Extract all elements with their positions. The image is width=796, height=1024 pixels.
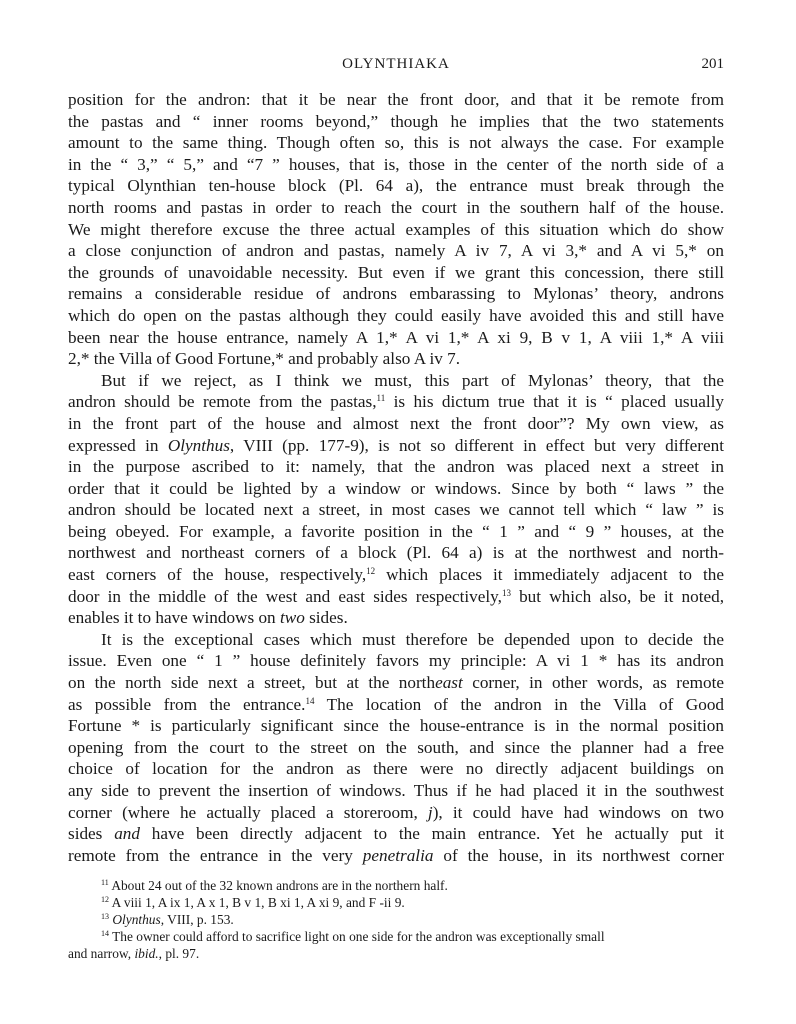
footnotes <box>68 877 724 962</box>
footnote-reference: 14 <box>305 695 315 706</box>
paragraph <box>68 89 724 370</box>
paragraph <box>68 370 724 629</box>
text-line: andron should be remote from the pastas,$^{11}$ is his dictum true that it is “ placed usually <box>68 392 724 412</box>
footnote-number: 11 <box>101 878 109 887</box>
footnote-reference: 11 <box>376 393 386 404</box>
text-line: remains a considerable residue of androns embarassing to Mylonas’ theory, androns <box>68 284 724 304</box>
footnote-number: 13 <box>101 912 109 921</box>
italic-word: east <box>435 673 463 693</box>
text-line: remote from the entrance in the very penetralia of the house, in its northwest corner <box>68 845 725 865</box>
text-line: andron should be located next a street, in most cases we cannot tell which “ law ” is <box>68 500 724 520</box>
text-line: as possible from the entrance.$^{14}$ The location of the andron in the Villa of Good <box>68 694 725 714</box>
text-line: any side to prevent the insertion of windows. Thus if he had placed it in the southwest <box>68 781 724 800</box>
italic-title: Olynthus <box>167 435 230 455</box>
text-line: northwest and northeast corners of a block (Pl. 64 a) is at the northwest and north- <box>68 543 724 563</box>
text-line: been near the house entrance, namely A 1,* A vi 1,* A xi 9, B v 1, A viii 1,* A viii <box>68 327 724 347</box>
running-head <box>68 56 724 78</box>
text-line: issue. Even one “ 1 ” house definitely favors my principle: A vi 1 * has its andron <box>68 651 724 671</box>
text-line: corner (where he actually placed a storeroom, j), it could have had windows on two <box>68 802 724 822</box>
text-line: choice of location for the andron as there were no directly adjacent buildings on <box>68 759 724 779</box>
text-line: We might therefore excuse the three actual examples of this situation which do show <box>68 219 724 239</box>
footnote-12: $^{12}$ A viii 1, A ix 1, A x 1, B v 1, B xi 1, A xi 9, and F -ii 9. <box>101 895 405 910</box>
footnote-14-continuation: and narrow, ibid., pl. 97. <box>68 946 200 961</box>
text-line: enables it to have windows on two sides. <box>68 608 348 628</box>
footnote-14: $^{14}$ The owner could afford to sacrifice light on one side for the andron was exceptionally small <box>101 929 605 944</box>
text-line: the pastas and “ inner rooms beyond,” though he implies that the two statements <box>68 111 724 131</box>
text-line: east corners of the house, respectively,$^{12}$ which places it immediately adjacent to the <box>68 565 724 585</box>
text-line: amount to the same thing. Though often so, this is not always the case. For example <box>68 133 724 153</box>
text-line: which do open on the pastas although they could easily have avoided this and still have <box>68 305 724 325</box>
text-line: But if we reject, as I think we must, this part of Mylonas’ theory, that the <box>101 370 724 390</box>
paragraph <box>68 629 724 867</box>
running-head-title: OLYNTHIAKA <box>342 56 450 72</box>
footnote-number: 14 <box>101 929 109 938</box>
text-line: expressed in Olynthus, VIII (pp. 177-9), is not so different in effect but very different <box>68 435 724 455</box>
text-line: 2,* the Villa of Good Fortune,* and probably also A iv 7. <box>68 349 461 369</box>
page-number: 201 <box>701 56 724 72</box>
text-line: in the front part of the house and almost next the front door”? My own view, as <box>68 413 724 433</box>
text-line: north rooms and pastas in order to reach the court in the southern half of the house. <box>68 197 724 217</box>
text-line: order that it could be lighted by a window or windows. Since by both “ laws ” the <box>68 478 724 498</box>
text-line: Fortune * is particularly significant since the house-entrance is in the normal position <box>68 716 724 736</box>
footnote-reference: 12 <box>366 566 376 577</box>
text-line: sides and have been directly adjacent to the main entrance. Yet he actually put it <box>68 824 724 844</box>
text-line: It is the exceptional cases which must therefore be depended upon to decide the <box>101 629 724 649</box>
text-line: on the north side next a street, but at the northeast corner, in other words, as remote <box>68 673 724 693</box>
text-line: being obeyed. For example, a favorite position in the “ 1 ” and “ 9 ” houses, at the <box>68 521 724 541</box>
text-line: in the “ 3,” “ 5,” and “7 ” houses, that is, those in the center of the north side of a <box>68 154 724 174</box>
italic-word: two <box>279 608 305 628</box>
italic-word: penetralia <box>362 845 434 865</box>
text-line: position for the andron: that it be near the front door, and that it be remote from <box>68 90 724 109</box>
footnote-11: $^{11}$ About 24 out of the 32 known androns are in the northern half. <box>101 878 448 893</box>
text-line: opening from the court to the street on the south, and since the planner had a free <box>68 737 724 757</box>
footnote-number: 12 <box>101 895 109 904</box>
italic-letter: j <box>427 802 433 822</box>
text-line: door in the middle of the west and east sides respectively,$^{13}$ but which also, be it noted, <box>68 586 724 606</box>
text-line: typical Olynthian ten-house block (Pl. 64 a), the entrance must break through the <box>68 176 724 196</box>
text-line: the grounds of unavoidable necessity. But even if we grant this concession, there still <box>68 262 724 282</box>
text-line: in the purpose ascribed to it: namely, that the andron was placed next a street in <box>68 457 724 477</box>
italic-word: and <box>114 824 140 844</box>
text-line: a close conjunction of andron and pastas, namely A iv 7, A vi 3,* and A vi 5,* on <box>68 241 724 261</box>
footnote-13: $^{13}$ Olynthus, VIII, p. 153. <box>101 912 234 927</box>
body-text <box>68 89 724 866</box>
footnote-reference: 13 <box>501 587 511 598</box>
